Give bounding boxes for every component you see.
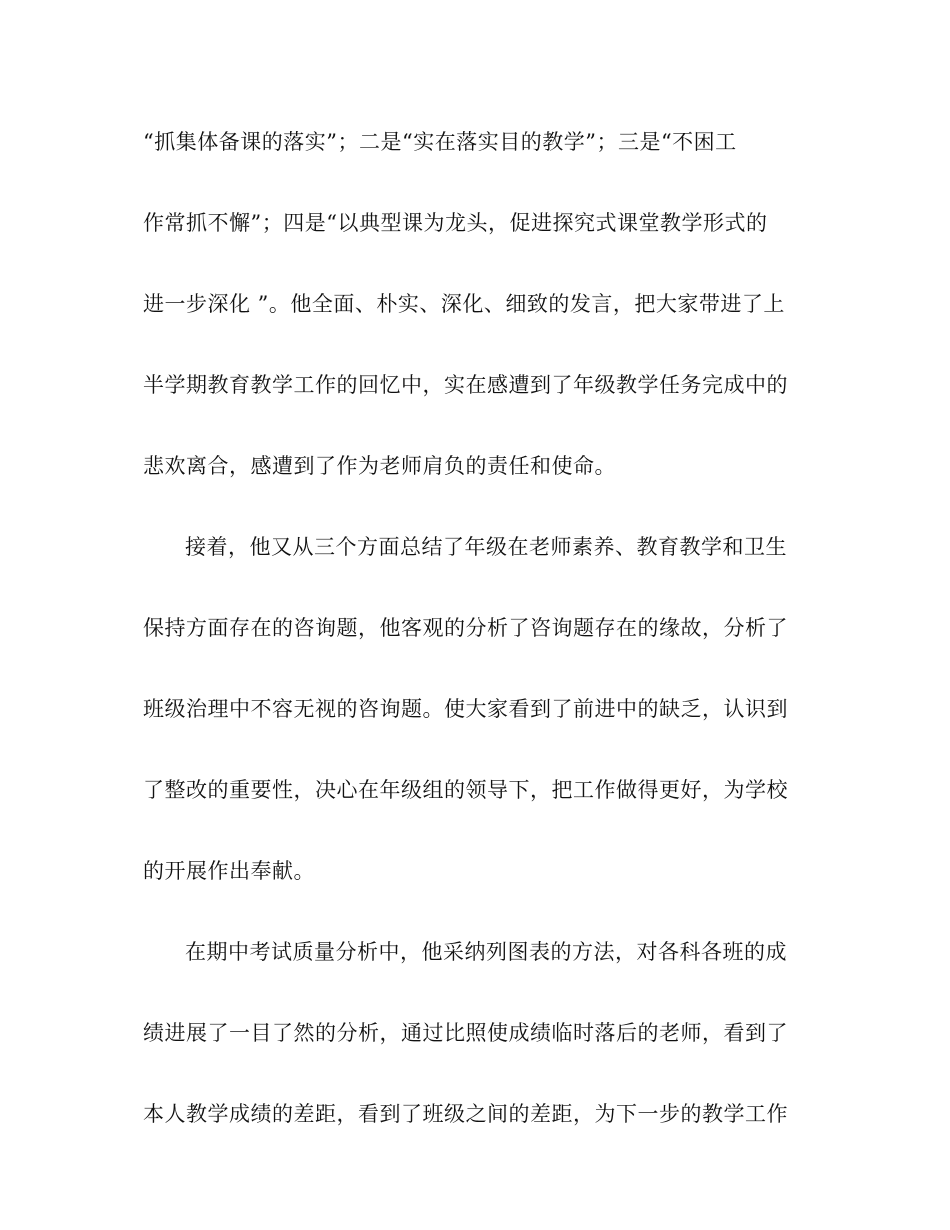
paragraph-line: 保持方面存在的咨询题，他客观的分析了咨询题存在的缘故，分析了 (143, 616, 788, 640)
paragraph-line: “抓集体备课的落实”；二是“实在落实目的教学”；三是“不困工 (143, 130, 737, 154)
paragraph-line: 绩进展了一目了然的分析，通过比照使成绩临时落后的老师，看到了 (143, 1021, 788, 1045)
paragraph-line: 在期中考试质量分析中，他采纳列图表的方法，对各科各班的成 (185, 940, 787, 964)
paragraph-line: 接着，他又从三个方面总结了年级在老师素养、教育教学和卫生 (185, 535, 787, 559)
paragraph-line: 半学期教育教学工作的回忆中，实在感遭到了年级教学任务完成中的 (143, 373, 788, 397)
paragraph-line: 作常抓不懈”；四是“以典型课为龙头，促进探究式课堂教学形式的 (143, 211, 768, 235)
paragraph-line: 进一步深化 ”。他全面、朴实、深化、细致的发言，把大家带进了上 (143, 292, 785, 316)
document-body (143, 122, 808, 1175)
paragraph-line: 了整改的重要性，决心在年级组的领导下，把工作做得更好，为学校 (143, 778, 788, 802)
paragraph-line: 本人教学成绩的差距，看到了班级之间的差距，为下一步的教学工作 (143, 1102, 788, 1126)
paragraph-line: 悲欢离合，感遭到了作为老师肩负的责任和使命。 (143, 454, 616, 478)
paragraph-line: 班级治理中不容无视的咨询题。使大家看到了前进中的缺乏，认识到 (143, 697, 788, 721)
paragraph-line: 的开展作出奉献。 (143, 859, 315, 883)
